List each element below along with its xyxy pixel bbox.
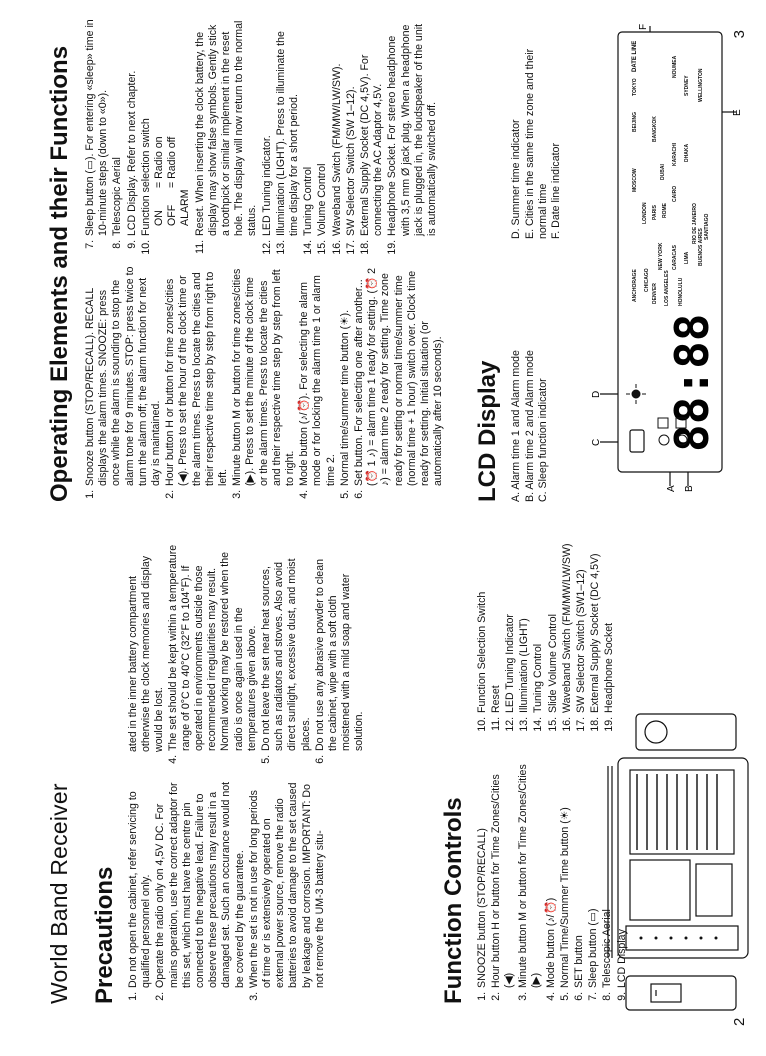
function-item: 1. SNOOZE button (STOP/RECALL) [476, 759, 489, 989]
lcd-legend-right [510, 16, 563, 239]
operating-columns [84, 16, 446, 502]
lcd-digits: 88:88 [665, 313, 719, 452]
function-item: 9. LCD Display [616, 759, 629, 989]
operating-item: 15. Volume Control [316, 16, 329, 237]
lcd-city: BANGKOK [652, 116, 658, 142]
lcd-city: DHAKA [684, 143, 690, 162]
operating-item [140, 16, 193, 237]
precaution-item: 2. Operate the radio only on 4,5V DC. For mains operation, use the correct adaptor for this set, which must have the centre pin connected to the negative lead. Failure to observe these precautions may result in a damaged set. Such an occurance would not be covered by the guarantee. [154, 781, 246, 989]
function-item: 7. Sleep button (▭) [587, 759, 600, 989]
function-controls-heading: Function Controls [439, 797, 467, 1004]
function-item: 8. Telescopic Aerial [601, 759, 614, 989]
page-number-right: 3 [731, 30, 748, 39]
switch-val [179, 16, 192, 188]
lcd-city-map [632, 55, 710, 306]
precautions-columns [127, 544, 368, 1004]
operating-col-1 [84, 266, 446, 502]
lcd-legend-item: A. Alarm time 1 and Alarm mode [510, 350, 523, 502]
function-item: 14. Tuning Control [532, 484, 545, 714]
operating-item: 8. Telescopic Aerial [111, 16, 124, 237]
page-number-left: 2 [731, 1017, 748, 1026]
operating-item: 5. Normal time/summer time button (☀). [339, 266, 352, 487]
lcd-city: KARACHI [672, 142, 678, 166]
sun-icon [626, 384, 646, 404]
lcd-city: ROME [662, 203, 668, 218]
lcd-city: CARACAS [672, 245, 678, 270]
switch-table [153, 16, 193, 236]
radio-illustration [596, 706, 756, 1016]
lcd-label: E [732, 109, 743, 116]
lcd-legend-item: F. Date line indicator [550, 143, 563, 239]
function-item: 18. External Supply Socket (DC 4,5V) [589, 484, 602, 714]
operating-item: 13. Illumination (LIGHT). Press to illuminate the time display for a short period. [275, 16, 301, 237]
precautions-heading: Precautions [91, 866, 118, 1004]
lcd-city: MOSCOW [632, 168, 638, 192]
left-page [0, 528, 766, 1056]
function-item: 19. Headphone Socket [603, 484, 616, 714]
precaution-item: 3. When the set is not in use for long periods of time or is extensively operated on external power source, remove the radio batteries to avoid damage to the set caused by leakage and corrosion. IMPORTANT: Do not remove the UM-3 battery situ- [248, 781, 327, 989]
operating-list-3 [194, 16, 440, 252]
operating-item: 9. LCD Display. Refer to next chapter. [126, 16, 139, 237]
lcd-city: NEW YORK [658, 242, 664, 270]
lcd-label: B [684, 485, 695, 492]
lcd-city: PARIS [652, 205, 658, 220]
precaution-item: 5. Do not leave the set near heat sources, such as radiators and stoves. Also avoid direct sunlight, excessive dust, and moist places. [260, 544, 313, 752]
lcd-legend-item: E. Cities in the same time zone and their normal time [523, 48, 549, 239]
switch-key: OFF [166, 204, 179, 226]
document-title: World Band Receiver [46, 783, 72, 1004]
function-item: 10. Function Selection Switch [476, 484, 489, 714]
lcd-city: BUENOS AIRES [698, 228, 704, 266]
lcd-city: LIMA [684, 251, 690, 264]
lcd-city: DUBAI [660, 164, 666, 180]
operating-item: 16. Waveband Switch (FM/MW/LW/SW). [331, 16, 344, 237]
lcd-legend-item: B. Alarm time 2 and Alarm mode [523, 350, 536, 502]
lcd-city: NOUMEA [672, 55, 678, 78]
lcd-legend-left [510, 279, 563, 502]
lcd-label: F [638, 23, 649, 30]
operating-item: 18. External Supply Socket (DC 4,5V). For connecting the AC Adaptor 4,5V. [359, 16, 385, 237]
operating-item: 7. Sleep button (▭). For entering «sleep» time in 10-minute steps (down to «0»). [84, 16, 110, 237]
precaution-item: 6. Do not use any abrasive powder to clean the cabinet, wipe with a soft cloth moistened with a mild soap and water solution. [314, 544, 367, 752]
precautions-list-2 [167, 544, 367, 767]
operating-list-2 [84, 16, 193, 252]
lcd-city: CHICAGO [644, 268, 650, 292]
operating-list-1 [84, 266, 445, 502]
switch-val: = Radio off [166, 136, 179, 188]
operating-item: 6. Set button. For selecting one after another... (⏰ 1 ♪) = alarm time 1 ready for setting. (⏰ 2 ♪) = alarm time 2 ready for setting. Time zone ready for setting or normal time/summer time (normal time + 1 hour) switch over. Clock time ready for setting. Initial situation (or automatically after 10 seconds). [353, 266, 445, 487]
precaution-continuation: ated in the inner battery compartment otherwise the clock memories and display would be lost. [127, 555, 166, 752]
function-switch-label: Function selection switch [139, 118, 152, 236]
lcd-display-heading: LCD Display [474, 360, 502, 502]
operating-item: 14. Tuning Control [302, 16, 315, 237]
lcd-city: DENVER [652, 283, 658, 304]
function-item: 17. SW Selector Switch (SW1–12) [575, 484, 588, 714]
precautions-col-1 [127, 781, 368, 1004]
lcd-legend [510, 16, 563, 502]
precautions-list-1 [127, 781, 327, 1004]
function-item: 4. Mode button (♪/⏰) [545, 759, 558, 989]
switch-val: = Radio on [153, 136, 166, 188]
lcd-label: C [591, 438, 602, 446]
function-item: 12. LED Tuning Indicator [504, 484, 517, 714]
function-item: 3. Minute button M or button for Time Zones/Cities (▶) [517, 759, 543, 989]
function-item: 13. Illumination (LIGHT) [518, 484, 531, 714]
operating-item: 12. LED Tuning indicator. [261, 16, 274, 237]
operating-item: 11. Reset. When inserting the clock battery, the display may show false symbols. Gently stick a toothpick or similar implement in the reset hole. The display will now return to the normal status. [194, 16, 260, 237]
lcd-city: BEIJING [632, 111, 638, 132]
lcd-city: LONDON [642, 202, 648, 224]
lcd-city: TOKYO [632, 78, 638, 96]
lcd-city: SYDNEY [684, 75, 690, 96]
operating-item: 3. Minute button M or button for time zones/cities (▶). Press to set the minute of the clock time or the alarm times. Press to locate the cities and their respective time step by step from left to right. [231, 266, 297, 487]
operating-item: 19. Headphone Socket. For stereo headphone with 3,5 mm Ø jack plug. When a headphone jack is plugged in, the loudspeaker of the unit is automatically switched off. [386, 16, 439, 237]
lcd-city: LOS ANGELES [664, 270, 670, 306]
operating-item: 4. Mode button (♪/⏰). For selecting the alarm mode or for locking the alarm time 1 or alarm time 2. [298, 266, 338, 487]
lcd-city: RIO DE JANEIRO [692, 203, 698, 244]
operating-item: 2. Hour button H or button for time zones/cities (◀). Press to set the hour of the clock time or the alarm times. Press to locate the cities and their respective time step by step from right to left. [164, 266, 230, 487]
lcd-diagram [590, 22, 743, 492]
lcd-city: SANTIAGO [704, 213, 710, 240]
operating-col-2 [84, 16, 446, 252]
function-item: 5. Normal Time/Summer Time button (☀) [559, 759, 572, 989]
date-line-label: DATE LINE [632, 40, 638, 72]
lcd-city: ANCHORAGE [632, 269, 638, 302]
precautions-col-2 [127, 544, 368, 767]
function-item: 15. Slide Volume Control [547, 484, 560, 714]
operating-elements-heading: Operating Elements and their Functions [46, 45, 73, 502]
function-item: 16. Waveband Switch (FM/MW/LW/SW) [561, 484, 574, 714]
function-item: 6. SET button [573, 759, 586, 989]
function-item: 2. Hour button H or button for Time Zones/Cities (◀) [490, 759, 516, 989]
operating-item: 1. Snooze button (STOP/RECALL). RECALL displays the alarm times. SNOOZE: press once while the alarm is sounding to stop the alarm tone for 9 minutes. STOP: press twice to turn the alarm off; the alarm function for next day is maintained. [84, 266, 163, 487]
lcd-city: WELLINGTON [698, 68, 704, 102]
lcd-city: HONOLULU [678, 277, 684, 306]
lcd-legend-item: C. Sleep function indicator [536, 378, 549, 502]
lcd-city: CAIRO [672, 185, 678, 202]
lcd-label: D [591, 390, 602, 398]
lcd-legend-item: D. Summer time indicator [510, 119, 523, 239]
operating-item: 17. SW Selector Switch (SW 1–12). [345, 16, 358, 237]
precaution-item: 1. Do not open the cabinet, refer servicing to qualified personnel only. [127, 781, 153, 989]
lcd-label: A [666, 485, 677, 492]
function-item: 11. Reset [490, 484, 503, 714]
switch-key: ALARM [179, 189, 192, 226]
switch-key: ON [153, 210, 166, 226]
precaution-item: 4. The set should be kept within a temperature range of 0°C to 40°C (32°F to 104°F). If operated in environments outside those recommended irregularities may result. Normal working may be restored when the radio is once again used in the temperatures given above. [167, 544, 259, 752]
